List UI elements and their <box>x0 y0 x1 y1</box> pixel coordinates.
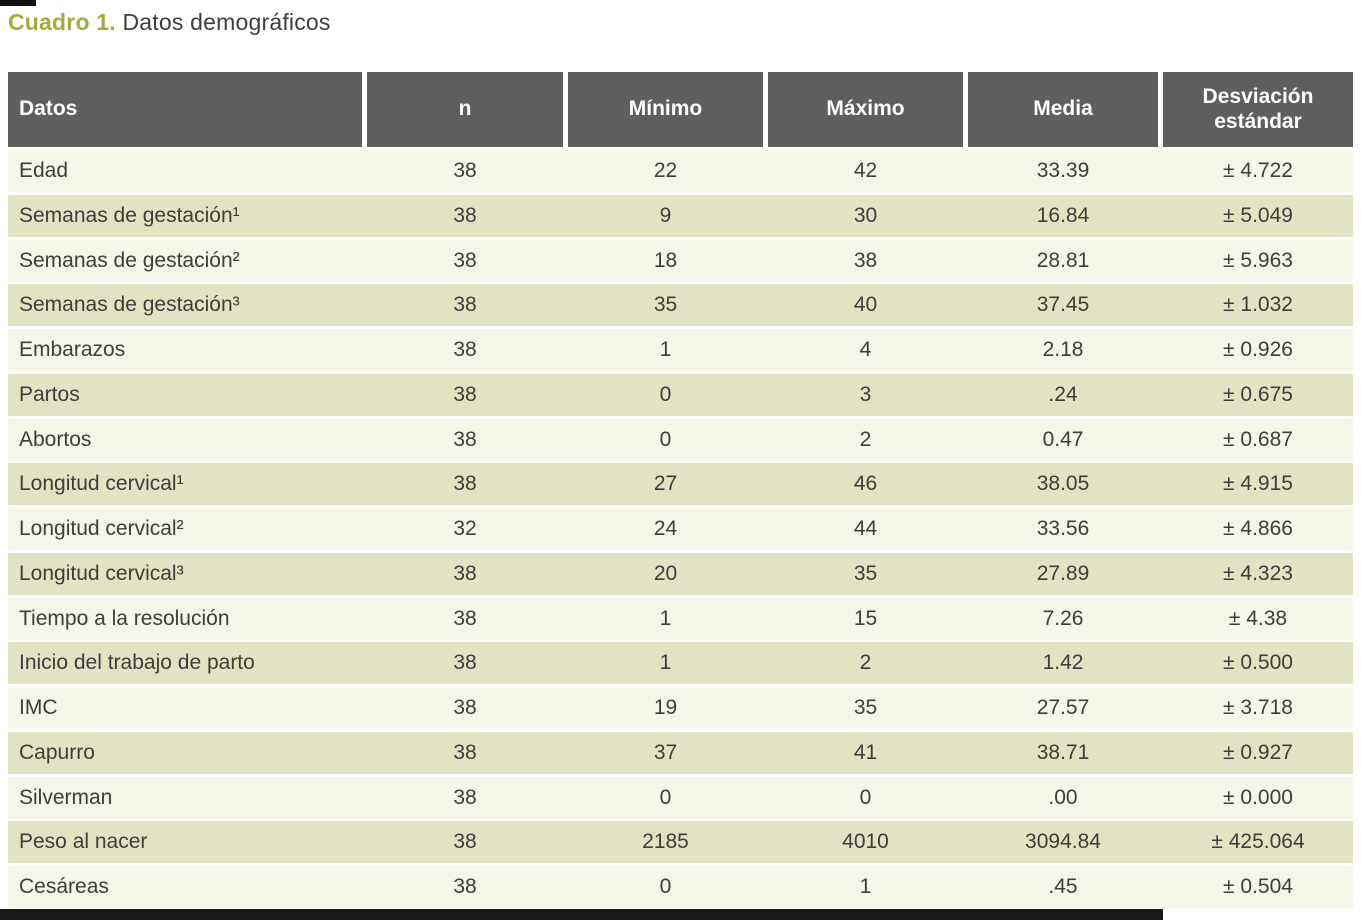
cell-desviacion: ± 5.963 <box>1223 248 1293 272</box>
cell-desviacion: ± 0.675 <box>1223 382 1293 406</box>
table-row <box>8 508 1353 550</box>
cell-maximo: 35 <box>853 696 878 719</box>
cell-n: 38 <box>453 561 477 585</box>
cell-media: 2.18 <box>1042 338 1084 361</box>
cell-minimo: 1 <box>659 606 672 630</box>
cell-maximo: 35 <box>853 561 878 585</box>
cell-media: 27.57 <box>1036 696 1090 719</box>
cell-datos: Semanas de gestación¹ <box>19 203 240 227</box>
cell-minimo: 22 <box>653 159 678 182</box>
cell-datos: Embarazos <box>19 338 126 361</box>
page-edge-mark-bottom <box>0 909 1163 920</box>
table-row <box>8 732 1353 774</box>
table-row <box>8 284 1353 326</box>
table-header-row <box>8 72 1353 147</box>
column-header-media: Media <box>968 72 1158 147</box>
cell-media: 1.42 <box>1042 651 1084 675</box>
cell-datos: Peso al nacer <box>19 830 148 854</box>
cell-datos: Capurro <box>19 740 95 764</box>
table-body <box>8 150 1353 908</box>
cell-maximo: 4010 <box>842 830 889 854</box>
cell-media: .45 <box>1048 875 1078 898</box>
cell-desviacion: ± 425.064 <box>1211 830 1305 854</box>
cell-maximo: 4 <box>859 338 872 361</box>
cell-datos: Semanas de gestación³ <box>19 293 240 317</box>
cell-minimo: 9 <box>659 203 672 227</box>
cell-datos: Cesáreas <box>19 875 109 898</box>
cell-n: 38 <box>453 696 477 719</box>
cell-minimo: 18 <box>653 248 678 272</box>
cell-desviacion: ± 0.000 <box>1223 785 1293 809</box>
column-header-n: n <box>367 72 563 147</box>
cell-media: .24 <box>1048 382 1078 406</box>
cell-minimo: 2185 <box>642 830 689 854</box>
cell-minimo: 0 <box>659 785 672 809</box>
cell-n: 38 <box>453 203 477 227</box>
cell-n: 38 <box>453 651 477 675</box>
page-edge-mark-top <box>0 0 36 6</box>
cell-datos: Semanas de gestación² <box>19 248 240 272</box>
cell-maximo: 3 <box>859 382 872 406</box>
cell-minimo: 19 <box>653 696 678 719</box>
cell-desviacion: ± 4.38 <box>1228 606 1288 630</box>
cell-n: 38 <box>453 248 477 272</box>
table-row <box>8 329 1353 371</box>
cell-desviacion: ± 4.722 <box>1223 159 1293 182</box>
cell-desviacion: ± 4.323 <box>1223 561 1293 585</box>
column-header-desviacion-estandar: Desviación estándar <box>1163 72 1353 147</box>
cell-datos: IMC <box>19 696 58 719</box>
cell-media: 33.39 <box>1036 159 1090 182</box>
cell-media: 16.84 <box>1036 203 1090 227</box>
cell-maximo: 1 <box>859 875 872 898</box>
cell-maximo: 0 <box>859 785 872 809</box>
cell-desviacion: ± 4.866 <box>1223 517 1293 540</box>
cell-media: 7.26 <box>1042 606 1084 630</box>
cell-datos: Partos <box>19 382 80 406</box>
table-caption-title: Datos demográficos <box>115 9 331 35</box>
cell-media: 33.56 <box>1036 517 1090 540</box>
cell-desviacion: ± 0.927 <box>1223 740 1293 764</box>
cell-media: 27.89 <box>1036 561 1090 585</box>
table-row <box>8 642 1353 684</box>
table-row <box>8 777 1353 819</box>
column-header-minimo: Mínimo <box>568 72 763 147</box>
table-row <box>8 463 1353 505</box>
table-row <box>8 240 1353 282</box>
cell-minimo: 35 <box>653 293 678 317</box>
cell-n: 38 <box>453 293 477 317</box>
cell-media: 3094.84 <box>1025 830 1101 854</box>
table-caption <box>8 8 331 37</box>
cell-maximo: 30 <box>853 203 878 227</box>
column-header-maximo: Máximo <box>768 72 963 147</box>
cell-datos: Longitud cervical² <box>19 517 184 540</box>
cell-minimo: 20 <box>653 561 678 585</box>
cell-maximo: 46 <box>853 472 878 496</box>
cell-maximo: 42 <box>853 159 878 182</box>
cell-desviacion: ± 3.718 <box>1223 696 1293 719</box>
table-row <box>8 598 1353 640</box>
cell-desviacion: ± 0.504 <box>1223 875 1293 898</box>
cell-maximo: 15 <box>853 606 878 630</box>
cell-n: 38 <box>453 472 477 496</box>
cell-maximo: 38 <box>853 248 878 272</box>
cell-minimo: 0 <box>659 875 672 898</box>
cell-media: 37.45 <box>1036 293 1090 317</box>
cell-minimo: 37 <box>653 740 678 764</box>
cell-maximo: 2 <box>859 651 872 675</box>
cell-n: 32 <box>453 517 477 540</box>
demographics-table <box>8 72 1353 908</box>
cell-media: .00 <box>1048 785 1078 809</box>
cell-datos: Longitud cervical³ <box>19 561 184 585</box>
cell-minimo: 24 <box>653 517 678 540</box>
cell-media: 28.81 <box>1036 248 1090 272</box>
cell-maximo: 41 <box>853 740 878 764</box>
table-row <box>8 195 1353 237</box>
table-row <box>8 150 1353 192</box>
cell-maximo: 2 <box>859 427 872 451</box>
cell-minimo: 0 <box>659 382 672 406</box>
table-row <box>8 419 1353 461</box>
cell-n: 38 <box>453 427 477 451</box>
cell-desviacion: ± 0.500 <box>1223 651 1293 675</box>
cell-datos: Inicio del trabajo de parto <box>19 651 255 675</box>
cell-n: 38 <box>453 785 477 809</box>
table-row <box>8 553 1353 595</box>
cell-desviacion: ± 0.687 <box>1223 427 1293 451</box>
cell-desviacion: ± 0.926 <box>1223 338 1293 361</box>
cell-datos: Abortos <box>19 427 92 451</box>
table-row <box>8 866 1353 908</box>
table-caption-number: Cuadro 1. <box>8 9 116 35</box>
cell-maximo: 40 <box>853 293 878 317</box>
cell-minimo: 27 <box>653 472 678 496</box>
cell-minimo: 0 <box>659 427 672 451</box>
cell-maximo: 44 <box>853 517 878 540</box>
cell-n: 38 <box>453 159 477 182</box>
cell-minimo: 1 <box>659 338 672 361</box>
cell-datos: Tiempo a la resolución <box>19 606 230 630</box>
cell-n: 38 <box>453 338 477 361</box>
cell-datos: Edad <box>19 159 69 182</box>
table-row <box>8 374 1353 416</box>
cell-n: 38 <box>453 875 477 898</box>
cell-media: 38.71 <box>1036 740 1090 764</box>
cell-media: 0.47 <box>1042 427 1084 451</box>
cell-datos: Longitud cervical¹ <box>19 472 184 496</box>
cell-media: 38.05 <box>1036 472 1090 496</box>
table-row <box>8 821 1353 863</box>
cell-n: 38 <box>453 606 477 630</box>
cell-minimo: 1 <box>659 651 672 675</box>
cell-datos: Silverman <box>19 785 113 809</box>
cell-n: 38 <box>453 830 477 854</box>
cell-desviacion: ± 5.049 <box>1223 203 1293 227</box>
column-header-datos: Datos <box>8 72 362 147</box>
cell-n: 38 <box>453 382 477 406</box>
cell-desviacion: ± 1.032 <box>1223 293 1293 317</box>
table-row <box>8 687 1353 729</box>
cell-desviacion: ± 4.915 <box>1223 472 1293 496</box>
cell-n: 38 <box>453 740 477 764</box>
